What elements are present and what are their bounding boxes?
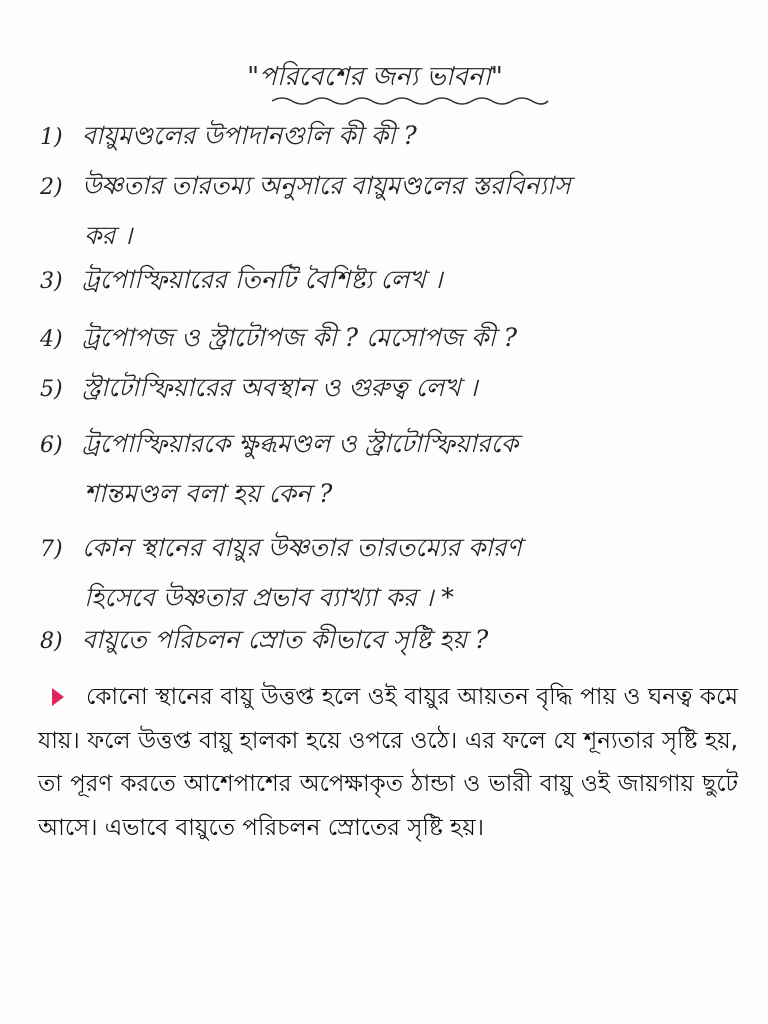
question-number: 4) <box>40 327 63 352</box>
question-text: উষ্ণতার তারতম্য অনুসারে বায়ুমণ্ডলের স্তরবিন্যাস <box>81 171 571 200</box>
question-text: বায়ুমণ্ডলের উপাদানগুলি কী কী ? <box>81 121 417 150</box>
title-wavy-underline <box>270 94 550 108</box>
question-7 <box>40 524 740 622</box>
question-text: ট্রপোপজ ও স্ট্রাটোপজ কী ? মেসোপজ কী ? <box>81 323 518 352</box>
question-2 <box>40 162 740 260</box>
question-4 <box>40 314 740 364</box>
bullet-triangle-icon <box>52 688 64 706</box>
question-number: 5) <box>40 377 63 402</box>
question-text: স্ট্রাটোস্ফিয়ারের অবস্থান ও গুরুত্ব লেখ । <box>81 373 478 402</box>
question-text-continued: কর । <box>84 221 133 250</box>
page-title: "পরিবেশের জন্য ভাবনা" <box>247 62 503 92</box>
question-text: বায়ুতে পরিচলন স্রোত কীভাবে সৃষ্টি হয় ? <box>81 625 489 654</box>
question-number: 8) <box>40 629 63 654</box>
answer-paragraph <box>38 676 738 850</box>
question-text: ট্রপোস্ফিয়ারকে ক্ষুব্ধমণ্ডল ও স্ট্রাটোস্ফিয়ারকে <box>81 429 519 458</box>
question-text: ট্রপোস্ফিয়ারের তিনটি বৈশিষ্ট্য লেখ । <box>81 265 443 294</box>
question-text-continued: শান্তমণ্ডল বলা হয় কেন ? <box>84 479 333 508</box>
question-5 <box>40 364 740 414</box>
question-number: 6) <box>40 433 63 458</box>
question-text: কোন স্থানের বায়ুর উষ্ণতার তারতম্যের কারণ <box>81 533 522 562</box>
question-text-continued: হিসেবে উষ্ণতার প্রভাব ব্যাখ্যা কর । * <box>84 583 454 612</box>
question-number: 2) <box>40 175 63 200</box>
question-1 <box>40 112 740 162</box>
answer-text: কোনো স্থানের বায়ু উত্তপ্ত হলে ওই বায়ুর আয়তন বৃদ্ধি পায় ও ঘনত্ব কমে যায়। ফলে উত্তপ্ত বায়ু হালকা হয়ে ওপরে ওঠে। এর ফলে যে শূন্যতার সৃষ্টি হয়, তা পূরণ করতে আশেপাশের অপেক্ষাকৃত ঠান্ডা ও ভারী বায়ু ওই জায়গায় ছুটে আসে। এভাবে বায়ুতে পরিচলন স্রোতের সৃষ্টি হয়। <box>38 684 738 841</box>
question-number: 3) <box>40 269 63 294</box>
question-8 <box>40 616 740 666</box>
question-6 <box>40 420 740 518</box>
question-number: 1) <box>40 125 63 150</box>
question-3 <box>40 256 740 306</box>
question-number: 7) <box>40 537 63 562</box>
